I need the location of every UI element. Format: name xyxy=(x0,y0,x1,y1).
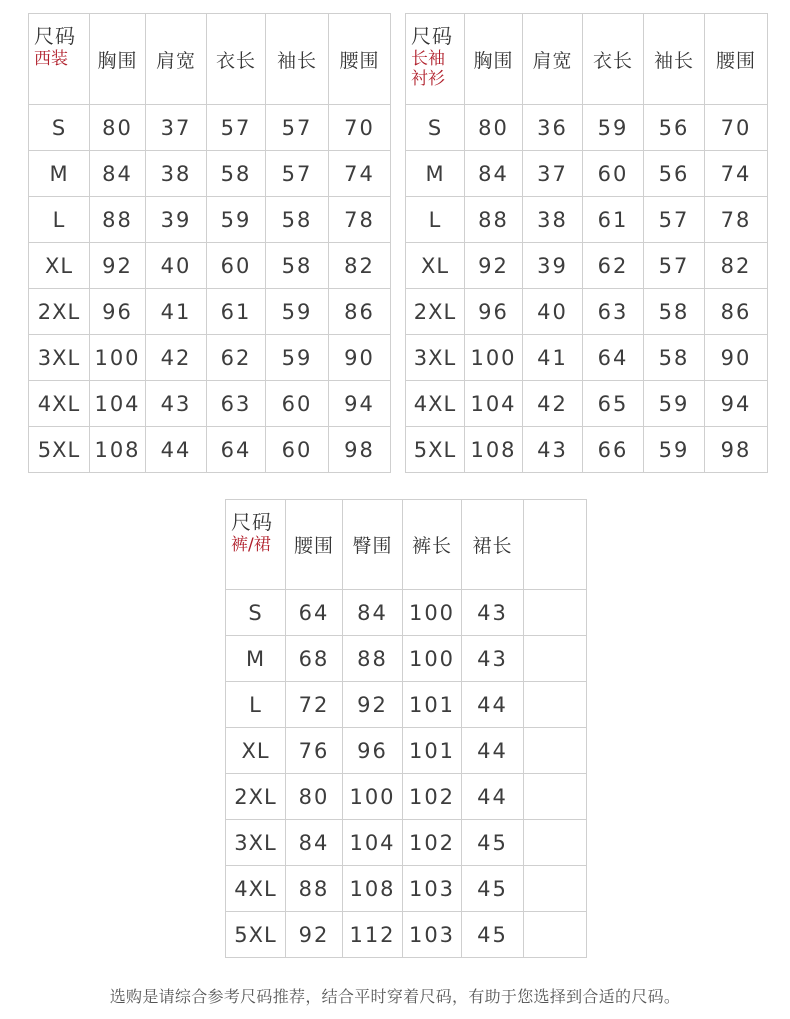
table-cell: 84 xyxy=(90,151,146,197)
table-cell: 63 xyxy=(207,381,266,427)
column-header: 肩宽 xyxy=(146,14,207,105)
table-cell: 78 xyxy=(705,197,768,243)
size-cell: S xyxy=(406,105,465,151)
table-cell: 40 xyxy=(523,289,583,335)
table-cell: 63 xyxy=(583,289,644,335)
table-cell: 64 xyxy=(583,335,644,381)
table-cell: 94 xyxy=(329,381,391,427)
table-row xyxy=(226,682,587,728)
table-cell: 86 xyxy=(329,289,391,335)
table-row xyxy=(29,105,391,151)
column-header: 腰围 xyxy=(286,500,343,590)
table-cell: 45 xyxy=(462,866,524,912)
table-cell: 44 xyxy=(462,728,524,774)
table-cell: 62 xyxy=(583,243,644,289)
table-row xyxy=(406,151,768,197)
size-cell: M xyxy=(406,151,465,197)
table-cell: 60 xyxy=(207,243,266,289)
table-cell: 61 xyxy=(207,289,266,335)
table-cell: 64 xyxy=(286,590,343,636)
table-cell: 61 xyxy=(583,197,644,243)
table-cell: 103 xyxy=(403,866,462,912)
column-header: 胸围 xyxy=(465,14,523,105)
table-cell: 101 xyxy=(403,682,462,728)
table-cell: 57 xyxy=(207,105,266,151)
table-cell: 65 xyxy=(583,381,644,427)
table-cell xyxy=(524,636,587,682)
table-row xyxy=(226,912,587,958)
table-cell: 44 xyxy=(146,427,207,473)
size-cell: 5XL xyxy=(406,427,465,473)
table-cell: 42 xyxy=(146,335,207,381)
table-cell: 57 xyxy=(644,243,705,289)
column-header: 袖长 xyxy=(644,14,705,105)
table-cell xyxy=(524,682,587,728)
table-cell: 41 xyxy=(146,289,207,335)
table-cell xyxy=(524,774,587,820)
table-cell: 59 xyxy=(207,197,266,243)
table-row xyxy=(29,197,391,243)
table-cell: 57 xyxy=(266,151,329,197)
table-cell: 72 xyxy=(286,682,343,728)
column-header: 腰围 xyxy=(329,14,391,105)
table-cell: 59 xyxy=(266,335,329,381)
column-header: 腰围 xyxy=(705,14,768,105)
table-cell xyxy=(524,912,587,958)
category-label: 裤/裙 xyxy=(231,535,271,555)
size-label: 尺码 xyxy=(34,24,76,48)
size-advice-note: 选购是请综合参考尺码推荐，结合平时穿着尺码，有助于您选择到合适的尺码。 xyxy=(109,987,681,1006)
table-row xyxy=(406,427,768,473)
table-row xyxy=(29,335,391,381)
table-cell: 104 xyxy=(90,381,146,427)
size-cell: 3XL xyxy=(226,820,286,866)
table-cell: 39 xyxy=(146,197,207,243)
table-cell: 108 xyxy=(343,866,403,912)
table-cell: 59 xyxy=(644,427,705,473)
table-cell: 43 xyxy=(523,427,583,473)
table-cell: 64 xyxy=(207,427,266,473)
table-cell: 57 xyxy=(644,197,705,243)
table-cell: 37 xyxy=(146,105,207,151)
table-cell: 98 xyxy=(705,427,768,473)
table-cell: 59 xyxy=(583,105,644,151)
table-cell: 43 xyxy=(462,636,524,682)
size-cell: M xyxy=(29,151,90,197)
table-cell: 100 xyxy=(465,335,523,381)
table-cell: 100 xyxy=(403,590,462,636)
table-cell: 108 xyxy=(90,427,146,473)
table-cell: 43 xyxy=(146,381,207,427)
table-row xyxy=(406,289,768,335)
table-cell: 84 xyxy=(286,820,343,866)
column-header: 衣长 xyxy=(583,14,644,105)
table-row xyxy=(226,728,587,774)
table-cell: 92 xyxy=(286,912,343,958)
size-cell: XL xyxy=(406,243,465,289)
table-cell: 58 xyxy=(266,197,329,243)
table-cell: 38 xyxy=(523,197,583,243)
table-cell: 103 xyxy=(403,912,462,958)
table-cell: 70 xyxy=(705,105,768,151)
size-cell: 3XL xyxy=(406,335,465,381)
table-cell: 41 xyxy=(523,335,583,381)
table-cell: 37 xyxy=(523,151,583,197)
table-cell: 38 xyxy=(146,151,207,197)
table-cell xyxy=(524,820,587,866)
table-cell: 84 xyxy=(343,590,403,636)
size-cell: L xyxy=(406,197,465,243)
table-cell: 39 xyxy=(523,243,583,289)
table-cell: 88 xyxy=(90,197,146,243)
table-cell: 96 xyxy=(465,289,523,335)
header-row xyxy=(406,14,768,105)
column-header: 臀围 xyxy=(343,500,403,590)
table-row xyxy=(226,820,587,866)
table-cell: 56 xyxy=(644,105,705,151)
table-row xyxy=(406,335,768,381)
size-cell: S xyxy=(226,590,286,636)
size-label: 尺码 xyxy=(411,24,453,48)
size-cell: 2XL xyxy=(406,289,465,335)
category-label: 长袖衬衫 xyxy=(411,49,445,89)
size-cell: S xyxy=(29,105,90,151)
table-cell: 58 xyxy=(207,151,266,197)
table-cell: 57 xyxy=(266,105,329,151)
table-cell: 92 xyxy=(343,682,403,728)
table-cell: 59 xyxy=(266,289,329,335)
table-cell: 104 xyxy=(465,381,523,427)
table-row xyxy=(226,774,587,820)
table-cell: 104 xyxy=(343,820,403,866)
table-row xyxy=(29,381,391,427)
table-cell: 92 xyxy=(90,243,146,289)
suit-size-table xyxy=(28,13,391,473)
column-header: 裤长 xyxy=(403,500,462,590)
table-cell: 100 xyxy=(403,636,462,682)
table-row xyxy=(226,636,587,682)
table-cell: 36 xyxy=(523,105,583,151)
table-row xyxy=(406,381,768,427)
table-cell: 101 xyxy=(403,728,462,774)
column-header: 衣长 xyxy=(207,14,266,105)
table-cell: 84 xyxy=(465,151,523,197)
table-cell: 112 xyxy=(343,912,403,958)
table-cell: 58 xyxy=(644,289,705,335)
size-cell: M xyxy=(226,636,286,682)
table-cell: 44 xyxy=(462,774,524,820)
table-cell: 102 xyxy=(403,820,462,866)
size-cell: 4XL xyxy=(226,866,286,912)
table-cell: 90 xyxy=(705,335,768,381)
table-cell: 45 xyxy=(462,820,524,866)
table-cell: 98 xyxy=(329,427,391,473)
column-header: 肩宽 xyxy=(523,14,583,105)
table-cell: 80 xyxy=(286,774,343,820)
table-cell: 60 xyxy=(266,427,329,473)
size-label: 尺码 xyxy=(231,510,273,534)
table-cell: 96 xyxy=(343,728,403,774)
table-row xyxy=(29,289,391,335)
size-cell: 4XL xyxy=(406,381,465,427)
corner-cell xyxy=(29,14,90,105)
size-cell: 5XL xyxy=(226,912,286,958)
table-cell: 56 xyxy=(644,151,705,197)
corner-cell xyxy=(226,500,286,590)
table-cell: 76 xyxy=(286,728,343,774)
size-cell: XL xyxy=(226,728,286,774)
size-cell: 3XL xyxy=(29,335,90,381)
table-cell: 74 xyxy=(705,151,768,197)
table-cell: 100 xyxy=(90,335,146,381)
table-cell: 43 xyxy=(462,590,524,636)
table-row xyxy=(406,105,768,151)
size-cell: 2XL xyxy=(226,774,286,820)
table-cell: 80 xyxy=(465,105,523,151)
table-cell: 92 xyxy=(465,243,523,289)
shirt-size-table xyxy=(405,13,768,473)
table-cell: 96 xyxy=(90,289,146,335)
table-cell: 59 xyxy=(644,381,705,427)
table-cell: 45 xyxy=(462,912,524,958)
table-cell: 60 xyxy=(583,151,644,197)
size-cell: L xyxy=(226,682,286,728)
table-cell: 88 xyxy=(343,636,403,682)
table-row xyxy=(406,197,768,243)
header-row xyxy=(226,500,587,590)
table-cell: 66 xyxy=(583,427,644,473)
corner-cell xyxy=(406,14,465,105)
table-row xyxy=(29,151,391,197)
table-cell: 70 xyxy=(329,105,391,151)
table-cell: 60 xyxy=(266,381,329,427)
table-cell: 58 xyxy=(644,335,705,381)
table-cell: 82 xyxy=(705,243,768,289)
table-cell: 94 xyxy=(705,381,768,427)
column-header xyxy=(524,500,587,590)
table-cell xyxy=(524,866,587,912)
table-cell: 68 xyxy=(286,636,343,682)
table-row xyxy=(29,243,391,289)
table-cell: 58 xyxy=(266,243,329,289)
table-cell: 40 xyxy=(146,243,207,289)
category-label: 西装 xyxy=(34,49,68,69)
table-cell: 108 xyxy=(465,427,523,473)
header-row xyxy=(29,14,391,105)
table-cell: 100 xyxy=(343,774,403,820)
table-cell: 42 xyxy=(523,381,583,427)
table-cell: 88 xyxy=(465,197,523,243)
table-cell: 78 xyxy=(329,197,391,243)
table-cell: 62 xyxy=(207,335,266,381)
column-header: 胸围 xyxy=(90,14,146,105)
table-row xyxy=(406,243,768,289)
size-cell: XL xyxy=(29,243,90,289)
table-cell: 88 xyxy=(286,866,343,912)
table-cell: 102 xyxy=(403,774,462,820)
table-cell: 90 xyxy=(329,335,391,381)
table-row xyxy=(29,427,391,473)
table-cell: 74 xyxy=(329,151,391,197)
table-cell: 82 xyxy=(329,243,391,289)
size-cell: 2XL xyxy=(29,289,90,335)
table-cell: 86 xyxy=(705,289,768,335)
pants-skirt-size-table xyxy=(225,499,587,958)
table-row xyxy=(226,866,587,912)
table-row xyxy=(226,590,587,636)
size-cell: L xyxy=(29,197,90,243)
table-cell: 44 xyxy=(462,682,524,728)
table-cell xyxy=(524,590,587,636)
size-cell: 5XL xyxy=(29,427,90,473)
table-cell: 80 xyxy=(90,105,146,151)
size-cell: 4XL xyxy=(29,381,90,427)
column-header: 袖长 xyxy=(266,14,329,105)
column-header: 裙长 xyxy=(462,500,524,590)
table-cell xyxy=(524,728,587,774)
